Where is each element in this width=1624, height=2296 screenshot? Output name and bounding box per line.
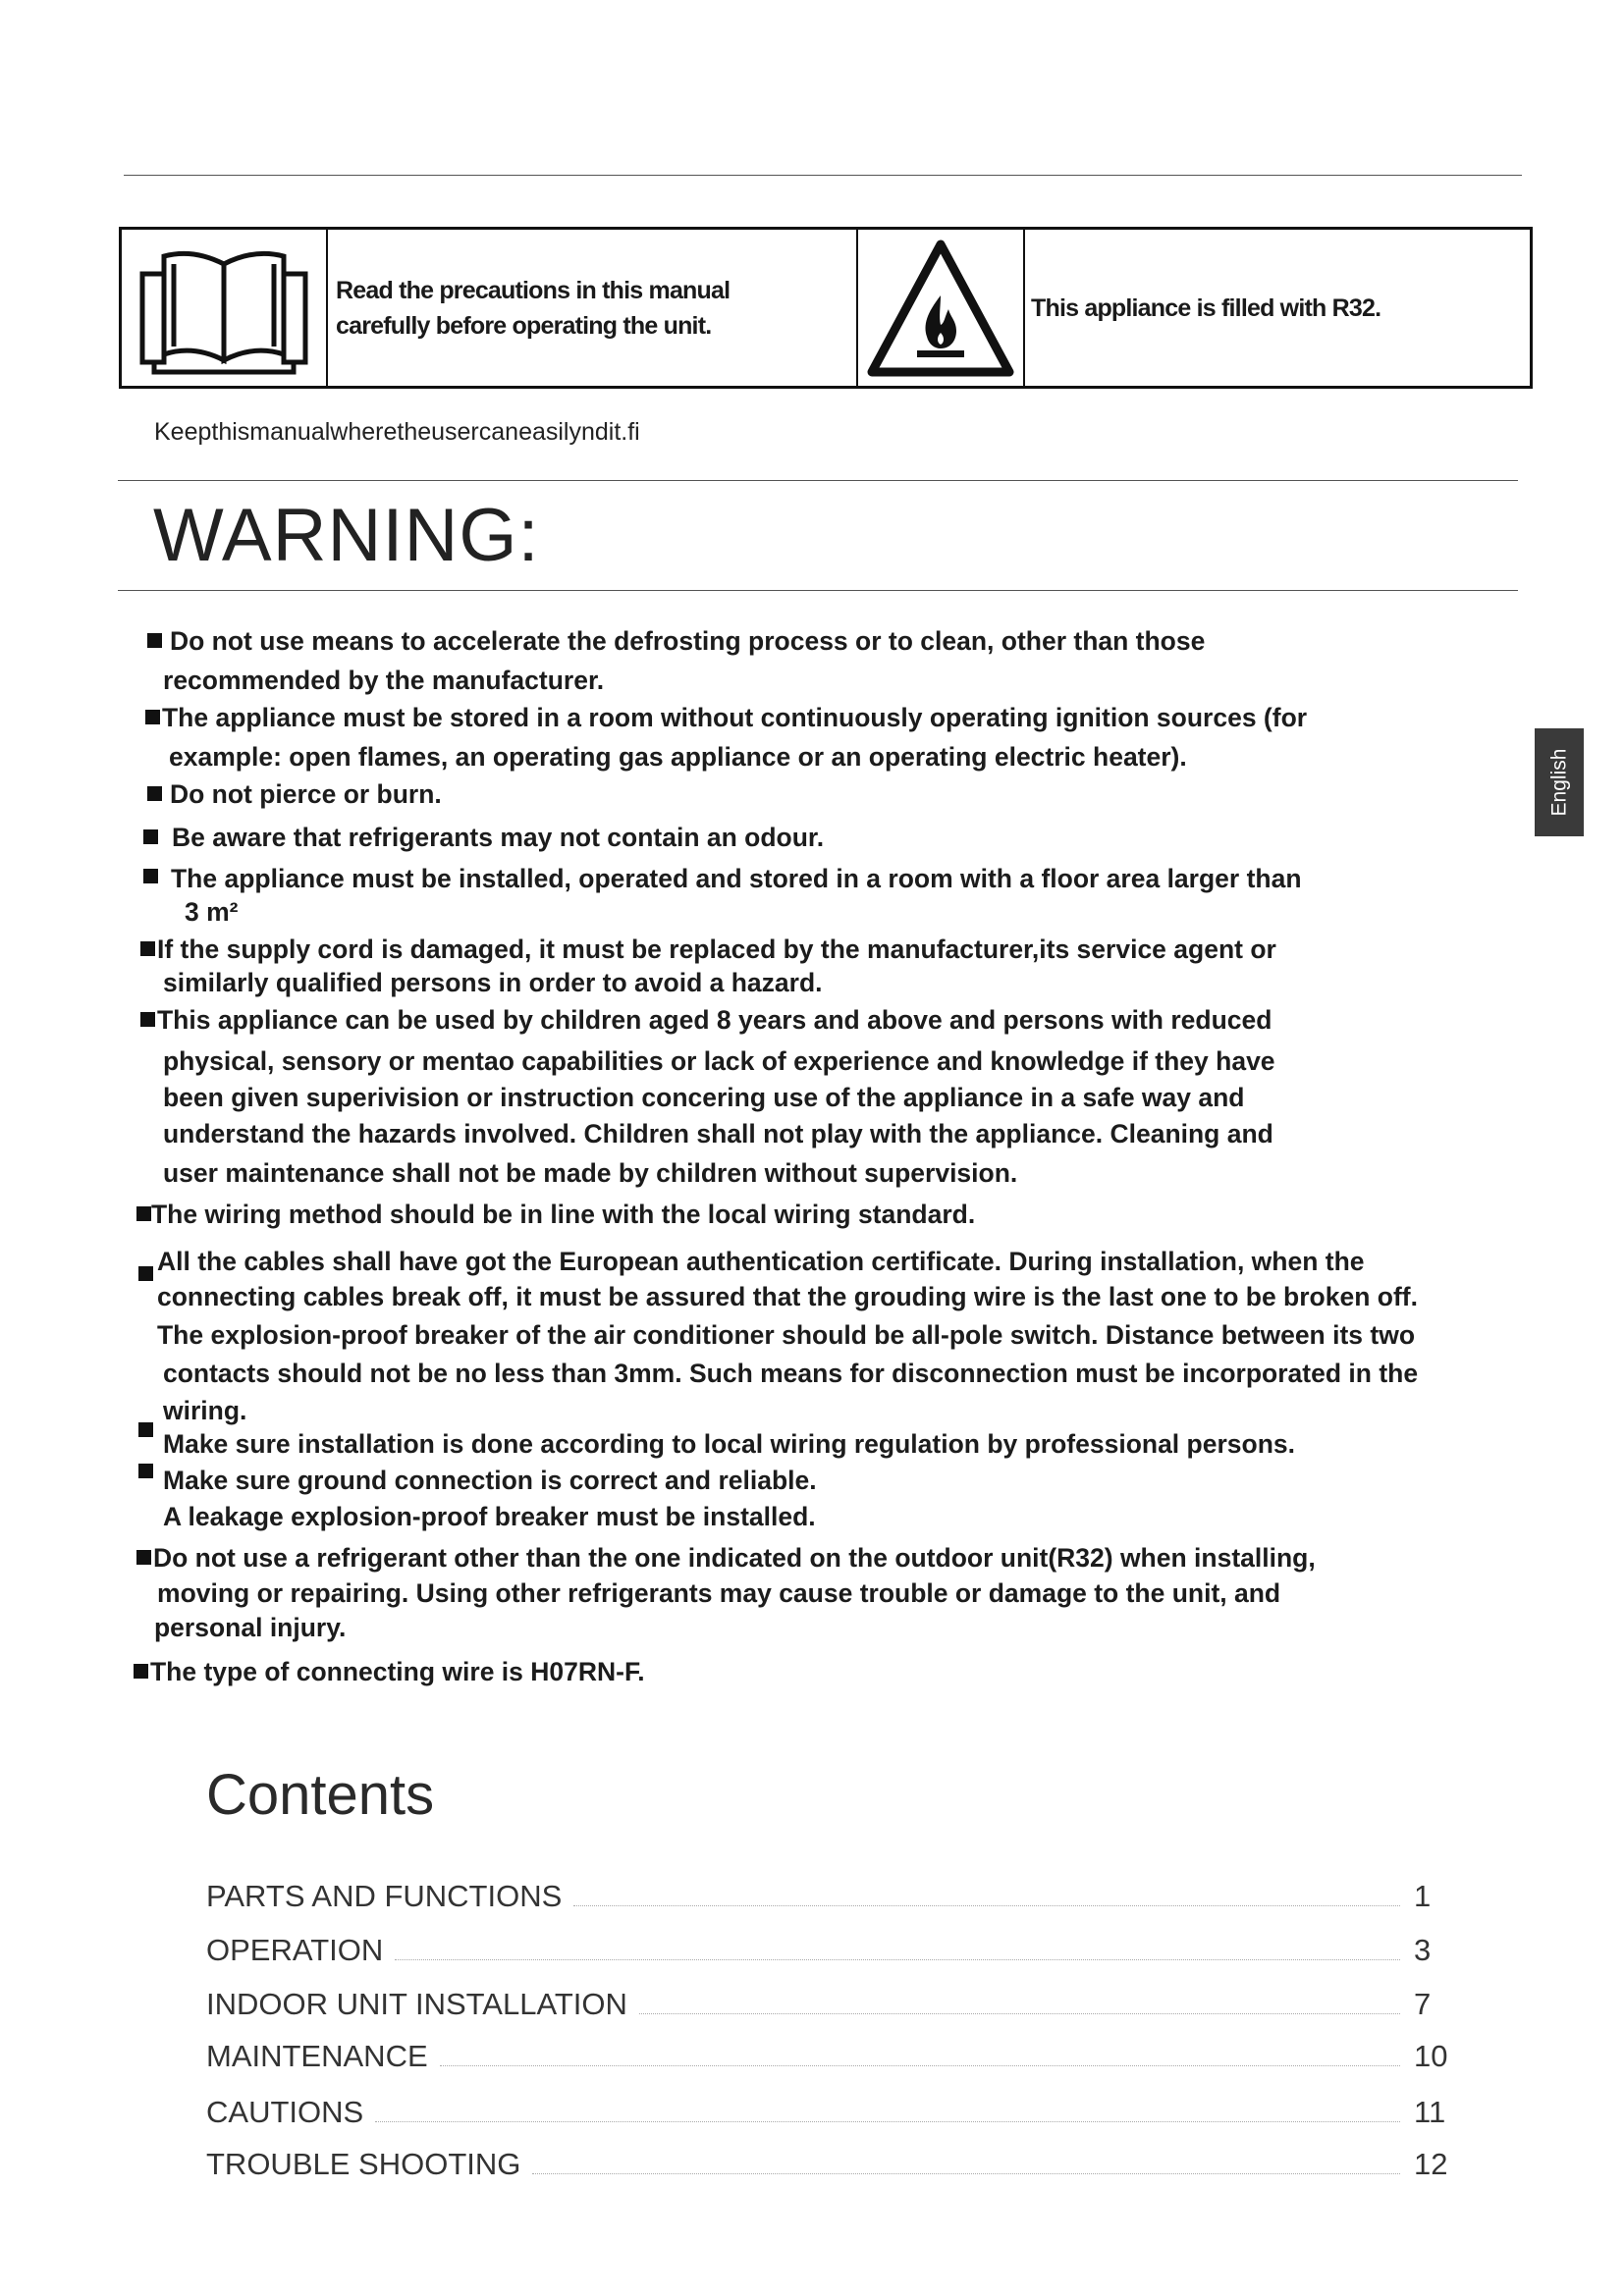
- warning-line: moving or repairing. Using other refrigerants may cause trouble or damage to the unit, and: [157, 1578, 1281, 1608]
- keep-manual-text: Keepthismanualwheretheusercaneasilyndit.fi: [154, 418, 640, 446]
- bullet-icon: [143, 869, 158, 883]
- manual-notice-text: Read the precautions in this manual carefully before operating the unit.: [336, 276, 731, 340]
- refrigerant-notice-cell: [1025, 230, 1530, 386]
- toc-entry[interactable]: [206, 1933, 1453, 1972]
- bullet-icon: [138, 1464, 153, 1478]
- bullet-icon: [140, 1012, 155, 1027]
- bullet-icon: [136, 1550, 151, 1565]
- warning-line: contacts should not be no less than 3mm. Such means for disconnection must be incorporated in the: [163, 1359, 1419, 1388]
- toc-leader: [375, 2121, 1400, 2122]
- toc-page: 10: [1414, 2039, 1448, 2073]
- warning-line: Make sure ground connection is correct and reliable.: [163, 1466, 817, 1495]
- toc-entry[interactable]: [206, 2147, 1453, 2186]
- warning-line: 3 m²: [185, 897, 239, 927]
- warning-line: understand the hazards involved. Children shall not play with the appliance. Cleaning and: [163, 1119, 1273, 1148]
- toc-page: 12: [1414, 2147, 1448, 2181]
- warning-line: The explosion-proof breaker of the air conditioner should be all-pole switch. Distance between its two: [157, 1320, 1416, 1350]
- language-tab: [1535, 728, 1584, 836]
- warning-line: All the cables shall have got the European authentication certificate. During installation, when the: [157, 1247, 1365, 1276]
- toc-leader: [395, 1959, 1400, 1960]
- toc-label: CAUTIONS: [206, 2095, 364, 2129]
- flammable-warning-icon: [862, 235, 1019, 382]
- warning-line: connecting cables break off, it must be assured that the grouding wire is the last one to be broken off.: [157, 1282, 1418, 1311]
- bullet-icon: [143, 829, 158, 844]
- toc-page: 3: [1414, 1933, 1432, 1967]
- warning-line: The appliance must be installed, operated and stored in a room with a floor area larger than: [171, 864, 1302, 893]
- bullet-icon: [138, 1266, 153, 1281]
- toc-leader: [573, 1905, 1400, 1906]
- bullet-icon: [136, 1206, 151, 1221]
- toc-entry[interactable]: [206, 1987, 1453, 2026]
- contents-heading: Contents: [206, 1763, 435, 1827]
- warning-line: The type of connecting wire is H07RN-F.: [134, 1657, 645, 1687]
- warning-line: Do not use a refrigerant other than the one indicated on the outdoor unit(R32) when installing,: [136, 1543, 1316, 1574]
- toc-page: 7: [1414, 1987, 1432, 2021]
- warning-line: personal injury.: [154, 1613, 347, 1642]
- refrigerant-notice-text: This appliance is filled with R32.: [1031, 294, 1381, 322]
- bullet-icon: [147, 786, 162, 801]
- toc-leader: [532, 2173, 1400, 2174]
- toc-page: 11: [1414, 2095, 1446, 2129]
- toc-label: MAINTENANCE: [206, 2039, 428, 2073]
- toc-leader: [639, 2013, 1400, 2014]
- toc-page: 1: [1414, 1879, 1432, 1913]
- notice-box: [119, 227, 1533, 389]
- warning-line: wiring.: [163, 1396, 247, 1425]
- toc-label: TROUBLE SHOOTING: [206, 2147, 521, 2181]
- warning-line: The wiring method should be in line with the local wiring standard.: [136, 1200, 975, 1230]
- warning-line: recommended by the manufacturer.: [163, 666, 605, 695]
- bullet-icon: [138, 1422, 153, 1437]
- language-tab-label: English: [1547, 748, 1571, 817]
- warning-line: If the supply cord is damaged, it must be replaced by the manufacturer,its service agent or: [140, 934, 1276, 965]
- manual-notice-cell: [328, 230, 858, 386]
- warning-line: physical, sensory or mentao capabilities or lack of experience and knowledge if they have: [163, 1046, 1275, 1076]
- warning-line: been given superivision or instruction concering use of the appliance in a safe way and: [163, 1083, 1245, 1112]
- warning-line: user maintenance shall not be made by children without supervision.: [163, 1158, 1018, 1188]
- toc-label: OPERATION: [206, 1933, 384, 1967]
- warning-rule: [118, 590, 1518, 591]
- warning-line: This appliance can be used by children aged 8 years and above and persons with reduced: [140, 1005, 1272, 1036]
- flammable-icon-cell: [858, 230, 1025, 386]
- warning-line: A leakage explosion-proof breaker must be installed.: [163, 1502, 816, 1531]
- warning-line: Do not use means to accelerate the defrosting process or to clean, other than those: [147, 626, 1205, 657]
- warning-line: Do not pierce or burn.: [147, 779, 442, 810]
- warning-line: example: open flames, an operating gas appliance or an operating electric heater).: [169, 742, 1187, 772]
- book-icon-cell: [122, 230, 328, 386]
- toc-entry[interactable]: [206, 2095, 1453, 2134]
- toc-entry[interactable]: [206, 1879, 1453, 1918]
- toc-label: PARTS AND FUNCTIONS: [206, 1879, 563, 1913]
- warning-line: similarly qualified persons in order to avoid a hazard.: [163, 968, 823, 997]
- warning-line: The appliance must be stored in a room without continuously operating ignition sources (for: [145, 703, 1307, 733]
- bullet-icon: [147, 633, 162, 648]
- book-icon: [131, 235, 317, 382]
- bullet-icon: [140, 941, 155, 956]
- toc-leader: [440, 2065, 1400, 2066]
- bullet-icon: [134, 1664, 148, 1679]
- warning-line: Be aware that refrigerants may not contain an odour.: [143, 823, 824, 853]
- toc-label: INDOOR UNIT INSTALLATION: [206, 1987, 627, 2021]
- warning-heading: WARNING:: [153, 494, 540, 577]
- section-rule: [118, 480, 1518, 481]
- top-rule: [124, 175, 1522, 176]
- bullet-icon: [145, 710, 160, 724]
- warning-line: Make sure installation is done according to local wiring regulation by professional persons.: [163, 1429, 1295, 1459]
- toc-entry[interactable]: [206, 2039, 1453, 2078]
